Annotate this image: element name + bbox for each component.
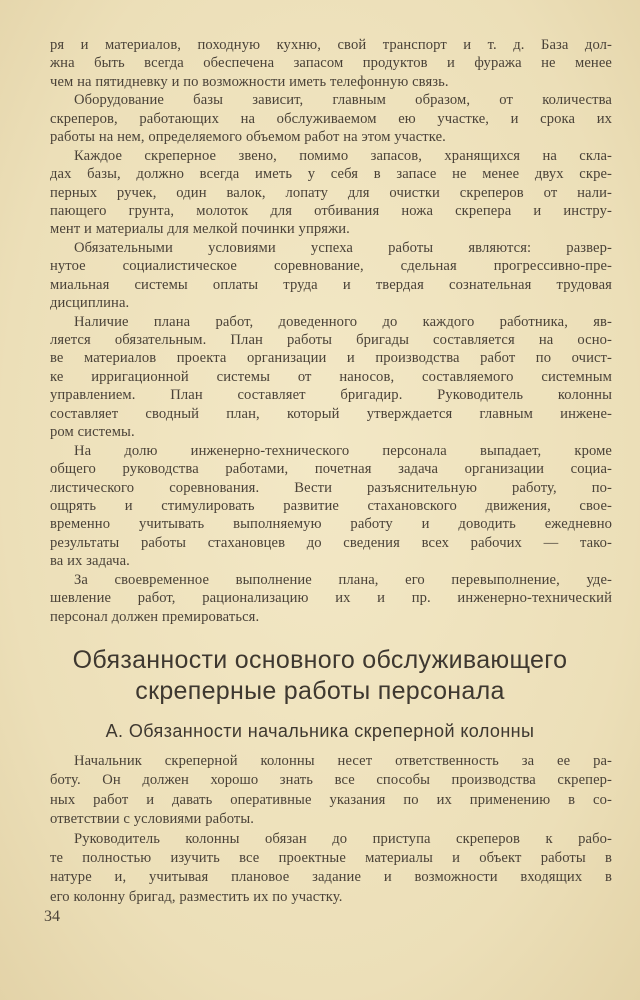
text-line: скреперов, работающих на обслуживаемом ею участке, и срока их [50,110,612,127]
chapter-heading-line-1: Обязанности основного обслуживающего [72,646,568,674]
text-line: ке ирригационной системы от наносов, составляемого системным [50,368,612,385]
paragraph [50,313,612,442]
text-line: ощрять и стимулировать развитие стахановского движения, свое- [50,497,612,514]
text-line: ром системы. [50,424,135,441]
text-line: Оборудование базы зависит, главным образом, от количества [74,92,612,109]
text-line: общего руководства работами, почетная задача организации социа- [50,461,612,478]
text-line: мент и материалы для мелкой починки упряжи. [50,221,350,238]
paragraph [50,91,612,146]
text-line: ва их задача. [50,553,130,570]
text-line: ве материалов проекта организации и производства работ по очист- [50,350,612,367]
text-line: Начальник скреперной колонны несет ответственность за ее ра- [74,753,612,769]
text-line: ответствии с условиями работы. [50,811,255,828]
text-line: натуре и, учитывая плановое задание и возможности входящих в [50,869,612,886]
chapter-heading-line-2: скреперные работы персонала [135,677,505,705]
text-line: За своевременное выполнение плана, его перевыполнение, уде- [74,571,612,588]
text-line: его колонну бригад, разместить их по участку. [50,888,343,905]
text-line: временно учитывать выполняемую работу и доводить ежедневно [50,516,612,533]
text-line: нутое социалистическое соревнование, сдельная прогрессивно-пре- [50,258,612,275]
text-line: перных ручек, один валок, лопату для очистки скреперов от нали- [50,184,612,201]
text-line: управлением. План составляет бригадир. Руководитель колонны [50,387,612,404]
paragraph [50,239,612,313]
text-line: ляется обязательным. План работы бригады составляется на осно- [50,332,612,348]
text-line: ря и материалов, походную кухню, свой транспорт и т. д. База дол- [50,37,612,53]
text-line: результаты работы стахановцев до сведения всех рабочих — тако- [50,534,612,551]
text-line: На долю инженерно-технического персонала выпадает, кроме [74,442,612,459]
text-line: чем на пятидневку и по возможности иметь телефонную связь. [50,73,449,90]
page-number: 34 [44,908,60,925]
paragraph [50,147,612,239]
text-line: те полностью изучить все проектные материалы и объект работы в [50,849,612,866]
text-line: Наличие плана работ, доведенного до каждого работника, яв- [74,313,612,330]
text-line: шевление работ, рационализацию их и пр. инженерно-технический [50,590,612,607]
text-line: жна быть всегда обеспечена запасом продуктов и фуража не менее [50,55,612,72]
paragraph [50,571,612,626]
text-line: миальная системы оплаты труда и твердая сознательная трудовая [50,276,612,293]
text-line: ных работ и давать оперативные указания по их применению в со- [50,791,612,808]
paragraph [50,36,612,91]
text-line: работы на нем, определяемого объемом работ на этом участке. [50,129,446,146]
text-line: составляет сводный план, который утверждается главным инжене- [50,405,612,422]
text-line: Руководитель колонны обязан до приступа скреперов к рабо- [74,830,612,847]
text-line: листического соревнования. Вести разъяснительную работу, по- [50,479,612,496]
section-subheading: А. Обязанности начальника скреперной колонны [105,721,535,741]
paragraph [50,752,612,830]
text-line: персонал должен премироваться. [50,608,260,625]
text-line: боту. Он должен хорошо знать все способы производства скрепер- [50,772,612,789]
body-text-section-2 [50,752,612,907]
text-line: дисциплина. [50,295,130,312]
body-text-section-1 [50,36,612,626]
text-line: Каждое скреперное звено, помимо запасов, хранящихся на скла- [74,147,612,164]
text-line: дах базы, должно всегда иметь у себя в запасе не менее двух скре- [50,166,612,183]
paragraph [50,442,612,571]
text-line: Обязательными условиями успеха работы являются: развер- [74,239,612,256]
paragraph [50,830,612,908]
text-line: пающего грунта, молоток для отбивания ножа скрепера и инстру- [50,202,612,219]
